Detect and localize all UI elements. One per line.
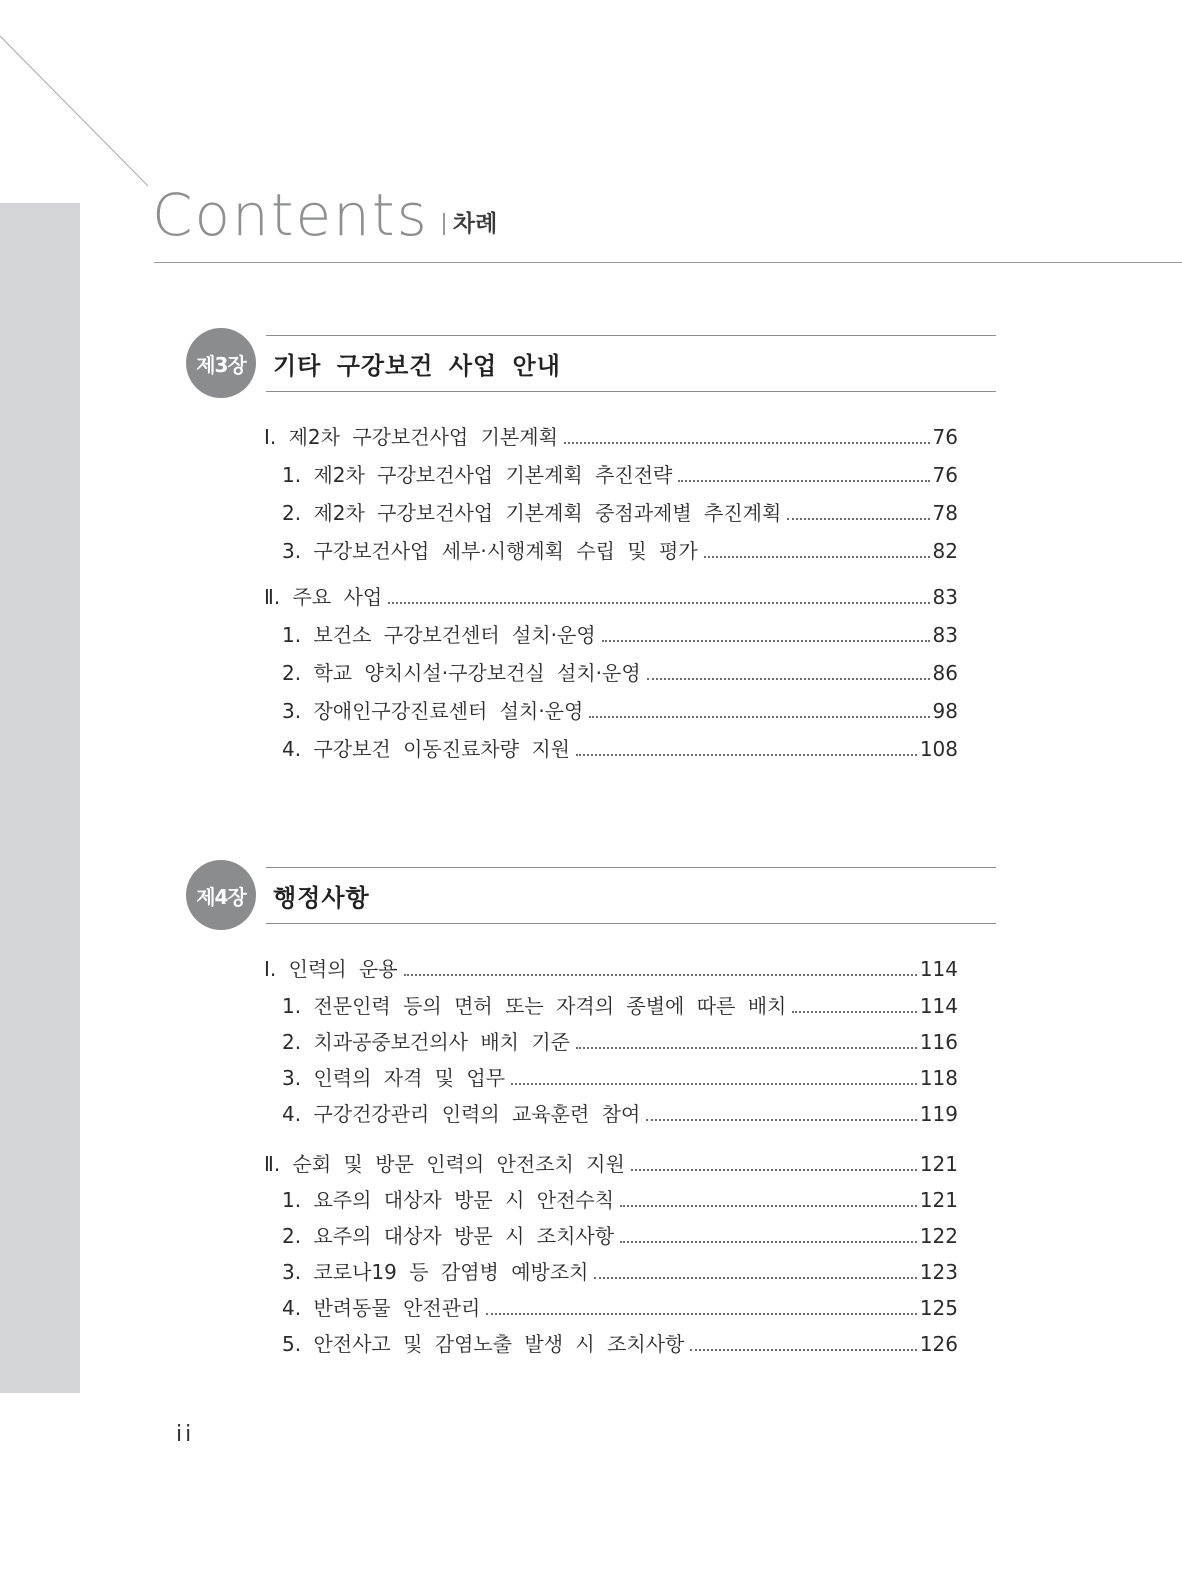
toc-item-label: 3. 장애인구강진료센터 설치·운영 (282, 699, 584, 723)
dot-leader (787, 518, 929, 520)
dot-leader (511, 1083, 917, 1085)
toc-item[interactable] (264, 1290, 958, 1326)
dot-leader (589, 716, 929, 718)
toc-section-label: Ⅱ. 주요 사업 (264, 585, 383, 609)
chapter-4-toc (264, 950, 958, 1362)
dot-leader (564, 442, 930, 444)
chapter-3-header (186, 328, 996, 398)
toc-section-label: Ⅰ. 인력의 운용 (264, 957, 398, 981)
title-divider (154, 262, 1182, 263)
toc-page-number: 125 (919, 1296, 958, 1320)
dot-leader (620, 1241, 917, 1243)
chapter-title-box (266, 867, 996, 924)
chapter-3-toc (264, 418, 958, 768)
toc-item[interactable] (264, 1096, 958, 1132)
dot-leader (646, 1119, 917, 1121)
toc-page-number: 121 (919, 1188, 958, 1212)
toc-item[interactable] (264, 494, 958, 532)
chapter-4-header (186, 860, 996, 930)
title-separator (443, 213, 445, 235)
toc-item-label: 1. 전문인력 등의 면허 또는 자격의 종별에 따른 배치 (282, 994, 787, 1018)
toc-page-number: 76 (932, 425, 958, 449)
page-title-ko: 차례 (452, 211, 498, 237)
toc-page-number: 123 (919, 1260, 958, 1284)
toc-item[interactable] (264, 1182, 958, 1218)
dot-leader (647, 678, 930, 680)
toc-item[interactable] (264, 1254, 958, 1290)
chapter-badge: 제3장 (186, 328, 256, 398)
toc-item-label: 1. 제2차 구강보건사업 기본계획 추진전략 (282, 463, 673, 487)
toc-item[interactable] (264, 1218, 958, 1254)
toc-page-number: 76 (932, 463, 958, 487)
toc-page-number: 118 (919, 1066, 958, 1090)
dot-leader (620, 1205, 917, 1207)
toc-section-label: Ⅱ. 순회 및 방문 인력의 안전조치 지원 (264, 1152, 625, 1176)
page-title-en: Contents (152, 181, 429, 249)
dot-leader (602, 640, 930, 642)
toc-page-number: 83 (932, 585, 958, 609)
toc-page-number: 98 (932, 699, 958, 723)
toc-page-number: 82 (932, 539, 958, 563)
toc-item-label: 4. 구강보건 이동진료차량 지원 (282, 737, 570, 761)
dot-leader (404, 974, 917, 976)
toc-item-label: 2. 요주의 대상자 방문 시 조치사항 (282, 1224, 615, 1248)
toc-item-label: 5. 안전사고 및 감염노출 발생 시 조치사항 (282, 1332, 685, 1356)
toc-item[interactable] (264, 1024, 958, 1060)
chapter-title: 행정사항 (273, 884, 370, 912)
chapter-badge: 제4장 (186, 860, 256, 930)
toc-item[interactable] (264, 654, 958, 692)
toc-item[interactable] (264, 532, 958, 570)
toc-page-number: 86 (932, 661, 958, 685)
toc-page-number: 114 (919, 957, 958, 981)
toc-item-label: 2. 학교 양치시설·구강보건실 설치·운영 (282, 661, 641, 685)
toc-item[interactable] (264, 616, 958, 654)
corner-decoration (0, 0, 160, 200)
dot-leader (631, 1169, 917, 1171)
toc-item-label: 2. 치과공중보건의사 배치 기준 (282, 1030, 570, 1054)
chapter-title: 기타 구강보건 사업 안내 (273, 352, 561, 380)
toc-item[interactable] (264, 1060, 958, 1096)
dot-leader (594, 1277, 916, 1279)
toc-section[interactable] (264, 950, 958, 988)
dot-leader (678, 480, 929, 482)
chapter-title-box (266, 335, 996, 392)
toc-page-number: 116 (919, 1030, 958, 1054)
dot-leader (576, 754, 917, 756)
toc-page-number: 83 (932, 623, 958, 647)
toc-item-label: 3. 구강보건사업 세부·시행계획 수립 및 평가 (282, 539, 698, 563)
toc-item-label: 1. 보건소 구강보건센터 설치·운영 (282, 623, 596, 647)
toc-item-label: 4. 구강건강관리 인력의 교육훈련 참여 (282, 1102, 641, 1126)
toc-item-label: 2. 제2차 구강보건사업 기본계획 중점과제별 추진계획 (282, 501, 782, 525)
toc-item[interactable] (264, 1326, 958, 1362)
toc-page-number: 78 (932, 501, 958, 525)
toc-item[interactable] (264, 456, 958, 494)
toc-page-number: 126 (919, 1332, 958, 1356)
toc-section[interactable] (264, 418, 958, 456)
toc-item-label: 3. 코로나19 등 감염병 예방조치 (282, 1260, 589, 1284)
dot-leader (388, 602, 929, 604)
toc-page-number: 121 (919, 1152, 958, 1176)
toc-page-number: 108 (919, 737, 958, 761)
toc-page-number: 122 (919, 1224, 958, 1248)
toc-page-number: 119 (919, 1102, 958, 1126)
dot-leader (704, 556, 930, 558)
toc-item-label: 4. 반려동물 안전관리 (282, 1296, 481, 1320)
toc-item[interactable] (264, 730, 958, 768)
dot-leader (690, 1349, 916, 1351)
dot-leader (486, 1313, 916, 1315)
toc-page-number: 114 (919, 994, 958, 1018)
toc-section-label: Ⅰ. 제2차 구강보건사업 기본계획 (264, 425, 558, 449)
page-number: ii (176, 1422, 195, 1447)
toc-section[interactable] (264, 1146, 958, 1182)
toc-item[interactable] (264, 692, 958, 730)
page-heading (152, 180, 498, 249)
toc-item-label: 3. 인력의 자격 및 업무 (282, 1066, 506, 1090)
dot-leader (792, 1011, 916, 1013)
toc-section[interactable] (264, 578, 958, 616)
side-band (0, 203, 80, 1393)
toc-item[interactable] (264, 988, 958, 1024)
toc-item-label: 1. 요주의 대상자 방문 시 안전수칙 (282, 1188, 615, 1212)
dot-leader (576, 1047, 917, 1049)
